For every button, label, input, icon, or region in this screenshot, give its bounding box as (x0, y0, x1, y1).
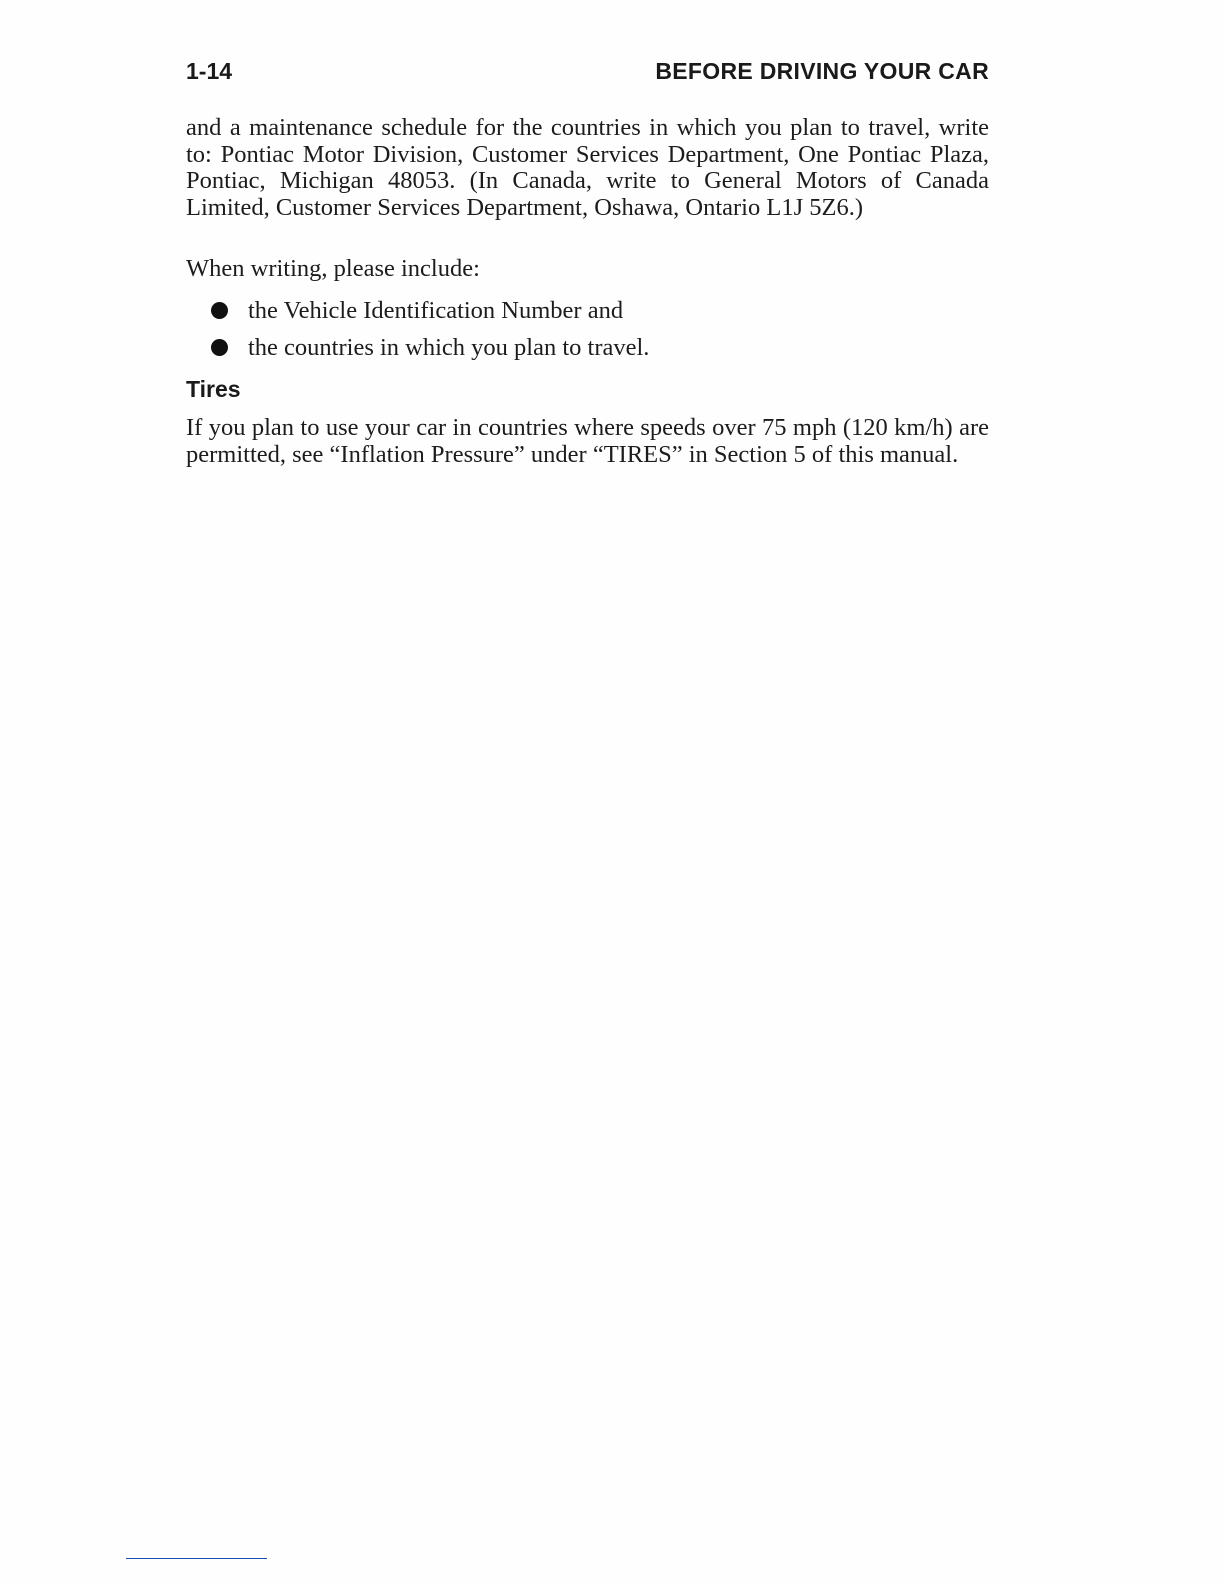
bullet-icon (211, 302, 228, 319)
footer-divider (126, 1558, 267, 1559)
page-header (186, 58, 989, 92)
bullet-icon (211, 339, 228, 356)
list-item (186, 292, 989, 329)
include-list (186, 292, 989, 366)
running-head: BEFORE DRIVING YOUR CAR (655, 58, 989, 84)
list-item-text: the countries in which you plan to travel. (248, 334, 650, 361)
tires-heading: Tires (186, 376, 241, 402)
list-item-text: the Vehicle Identification Number and (248, 297, 624, 324)
list-item (186, 329, 989, 366)
tires-paragraph: If you plan to use your car in countries where speeds over 75 mph (120 km/h) are permitted, see “Inflation Pressure” under “TIRES” in Section 5 of this manual. (186, 414, 989, 468)
page-number: 1-14 (186, 58, 233, 84)
intro-paragraph: and a maintenance schedule for the countries in which you plan to travel, write to: Pontiac Motor Division, Customer Services Department, One Pontiac Plaza, Pontiac, Michigan 48053. (In Canada, write to General Motors of Canada Limited, Customer Services Department, Oshawa, Ontario L1J 5Z6.) (186, 114, 989, 221)
include-paragraph: When writing, please include: (186, 255, 480, 282)
